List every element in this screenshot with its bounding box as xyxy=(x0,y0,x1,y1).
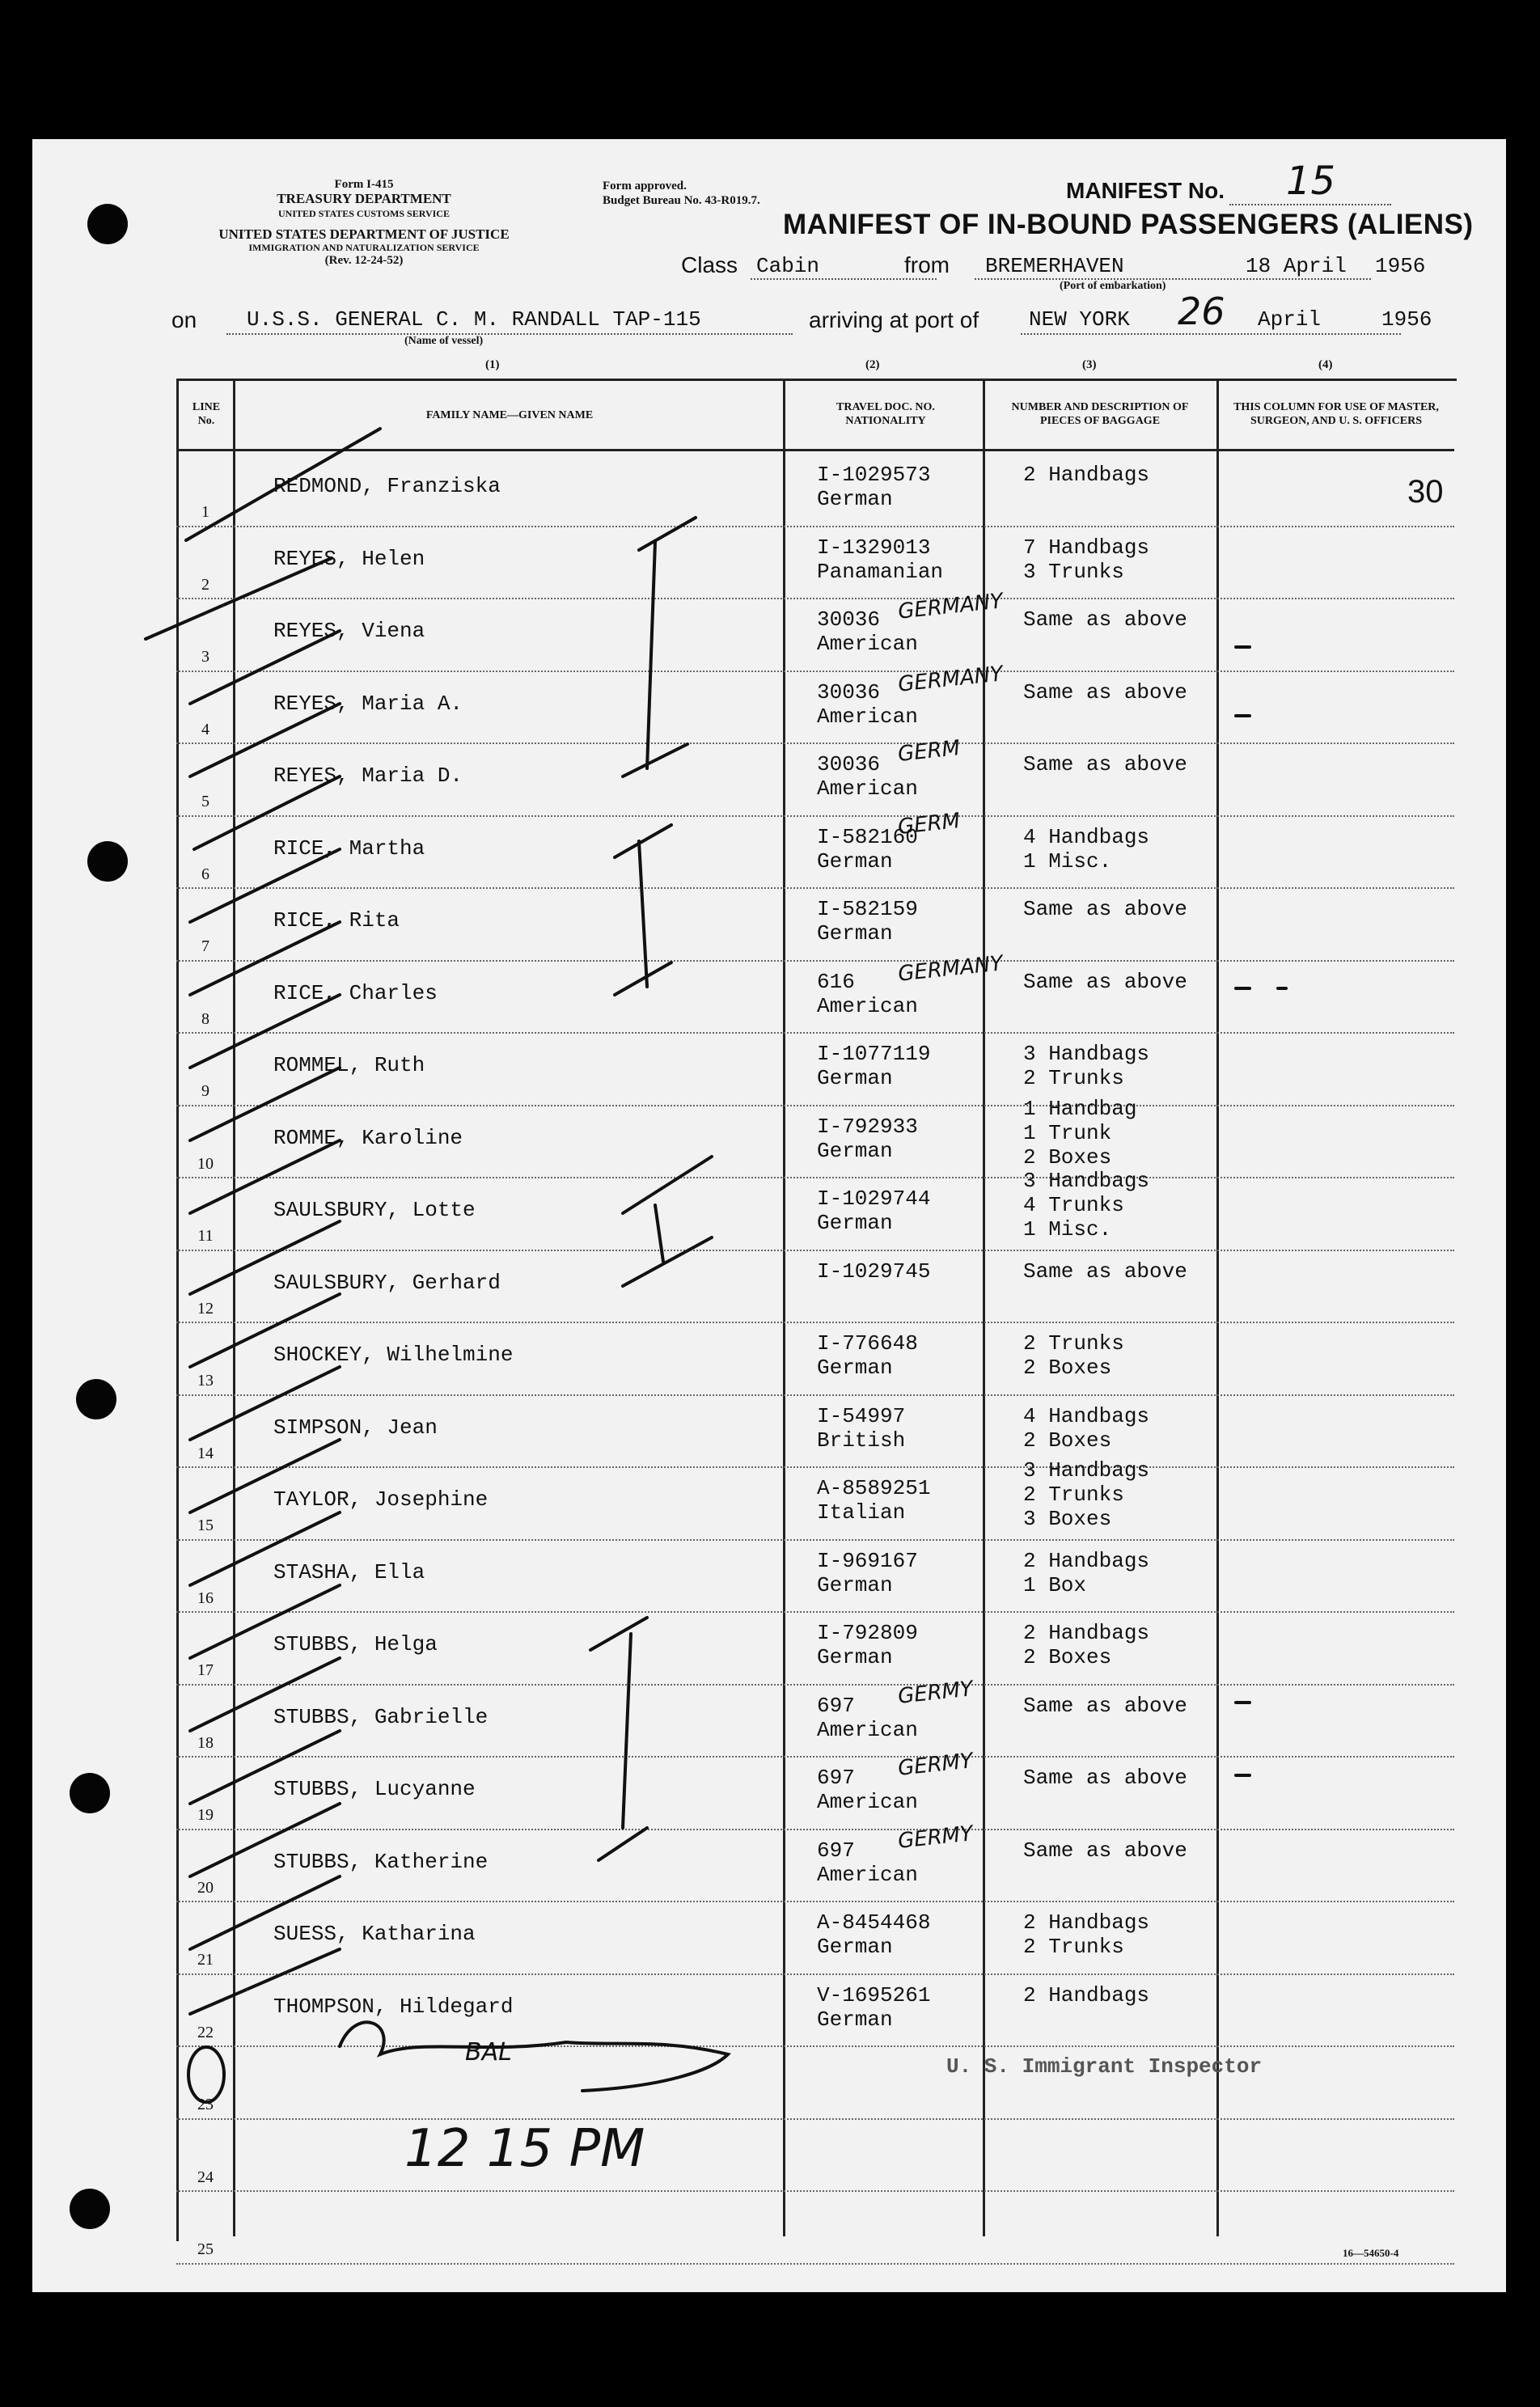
nationality: American xyxy=(817,1862,918,1887)
row-rule xyxy=(176,1611,1454,1613)
binder-hole xyxy=(70,2189,110,2229)
immigrant-inspector-stamp: U. S. Immigrant Inspector xyxy=(946,2054,1263,2079)
col-num-1: (1) xyxy=(485,358,500,371)
revision: (Rev. 12-24-52) xyxy=(324,254,404,267)
nationality: German xyxy=(817,1645,893,1669)
travel-doc-number: I-582160 xyxy=(817,824,918,849)
line-number: 13 xyxy=(197,1372,214,1390)
travel-doc-number: I-969167 xyxy=(817,1548,918,1573)
nationality: German xyxy=(817,487,893,511)
row-rule xyxy=(176,1539,1454,1541)
line-number: 16 xyxy=(197,1588,214,1607)
baggage-description: 2 Trunks 2 Boxes xyxy=(1023,1331,1124,1380)
line-number: 4 xyxy=(201,720,209,738)
manifest-number-handwritten: 15 xyxy=(1286,159,1336,204)
embark-note: (Port of embarkation) xyxy=(1060,280,1166,292)
row-rule xyxy=(176,1032,1454,1034)
travel-doc-number: I-582159 xyxy=(817,897,918,921)
nationality: American xyxy=(817,776,918,801)
passenger-name: TAYLOR, Josephine xyxy=(273,1487,489,1512)
passenger-name: SAULSBURY, Gerhard xyxy=(273,1270,501,1295)
passenger-name: STUBBS, Helga xyxy=(273,1632,438,1656)
col-header-name: FAMILY NAME—GIVEN NAME xyxy=(425,409,594,421)
row-rule xyxy=(176,2045,1454,2047)
travel-doc-number: I-54997 xyxy=(817,1403,906,1428)
baggage-description: 4 Handbags 1 Misc. xyxy=(1023,824,1150,874)
nationality: German xyxy=(817,1935,893,1959)
arrival-port: NEW YORK xyxy=(1029,307,1130,332)
passenger-name: STUBBS, Katherine xyxy=(273,1849,489,1874)
nationality-handwritten: GERM xyxy=(896,808,962,840)
arrival-day-handwritten: 26 xyxy=(1178,290,1225,333)
row-rule xyxy=(176,1466,1454,1468)
binder-hole xyxy=(87,204,128,244)
row-rule xyxy=(176,1973,1454,1975)
nationality: German xyxy=(817,1211,893,1235)
travel-doc-number: A-8589251 xyxy=(817,1476,931,1500)
row-rule xyxy=(176,742,1454,744)
row-rule xyxy=(176,960,1454,962)
passenger-name: ROMME, Karoline xyxy=(273,1125,463,1150)
baggage-description: Same as above xyxy=(1023,897,1187,921)
nationality: German xyxy=(817,1138,893,1163)
baggage-description: 2 Handbags xyxy=(1023,1982,1150,2007)
passenger-name: REYES, Maria D. xyxy=(273,764,463,788)
travel-doc-number: 616 xyxy=(817,969,855,994)
col-divider xyxy=(1216,380,1219,2236)
vessel-name: U.S.S. GENERAL C. M. RANDALL TAP-115 xyxy=(247,307,701,332)
nationality: German xyxy=(817,921,893,945)
baggage-description: 7 Handbags 3 Trunks xyxy=(1023,535,1150,584)
passenger-name: RICE, Charles xyxy=(273,980,438,1005)
line-number: 3 xyxy=(201,648,209,666)
table-frame xyxy=(176,379,1457,2241)
passenger-name: STUBBS, Lucyanne xyxy=(273,1777,476,1801)
line-number: 20 xyxy=(197,1878,214,1897)
travel-doc-number: 30036 xyxy=(817,607,881,632)
form-number: Form I-415 xyxy=(334,178,394,191)
row-rule xyxy=(176,670,1454,672)
passenger-name: ROMMEL, Ruth xyxy=(273,1053,425,1077)
nationality-handwritten: GERMY xyxy=(896,1676,975,1709)
passenger-name: THOMPSON, Hildegard xyxy=(273,1994,514,2019)
nationality: American xyxy=(817,1790,918,1814)
line-number: 19 xyxy=(197,1806,214,1824)
form-approved: Form approved. xyxy=(603,180,687,192)
col-header-officers: THIS COLUMN FOR USE OF MASTER, SURGEON, AND U. S. OFFICERS xyxy=(1233,401,1439,427)
row-rule xyxy=(176,598,1454,599)
baggage-description: Same as above xyxy=(1023,1766,1187,1790)
line-number: 21 xyxy=(197,1951,214,1969)
col-num-3: (3) xyxy=(1082,358,1097,371)
col-num-4: (4) xyxy=(1318,358,1333,371)
nationality-handwritten: GERM xyxy=(896,736,962,767)
nationality: British xyxy=(817,1428,906,1453)
travel-doc-number: I-1029573 xyxy=(817,463,931,487)
row-rule xyxy=(176,1177,1454,1178)
travel-doc-number: I-1329013 xyxy=(817,535,931,560)
col-divider xyxy=(783,380,785,2236)
travel-doc-number: I-792933 xyxy=(817,1114,918,1139)
col-num-2: (2) xyxy=(865,358,880,371)
nationality: Panamanian xyxy=(817,559,944,584)
line-number: 18 xyxy=(197,1733,214,1752)
travel-doc-number: 30036 xyxy=(817,679,881,704)
travel-doc-number: 697 xyxy=(817,1838,855,1863)
binder-hole xyxy=(70,1773,110,1813)
line-number: 23 xyxy=(197,2096,214,2113)
line-number: 9 xyxy=(201,1082,209,1100)
line-number: 22 xyxy=(197,2023,214,2041)
nationality: German xyxy=(817,1572,893,1597)
baggage-description: 4 Handbags 2 Boxes xyxy=(1023,1403,1150,1453)
manifest-title: MANIFEST OF IN-BOUND PASSENGERS (ALIENS) xyxy=(783,209,1474,240)
line-number: 12 xyxy=(197,1299,214,1318)
travel-doc-number: I-1029745 xyxy=(817,1258,931,1284)
ins-service: IMMIGRATION AND NATURALIZATION SERVICE xyxy=(248,242,480,253)
passenger-name: RICE, Martha xyxy=(273,835,425,861)
baggage-description: 3 Handbags 4 Trunks 1 Misc. xyxy=(1023,1169,1150,1242)
travel-doc-number: 697 xyxy=(817,1693,855,1718)
binder-hole xyxy=(87,841,128,882)
embarkation-date: 18 April xyxy=(1246,254,1347,278)
baggage-description: Same as above xyxy=(1023,679,1187,704)
nationality: German xyxy=(817,1066,893,1090)
nationality-handwritten: GERMY xyxy=(896,1821,975,1854)
row-rule xyxy=(176,1829,1454,1830)
line-number: 17 xyxy=(197,1661,214,1679)
col-header-line: LINE No. xyxy=(192,401,221,427)
class-label: Class xyxy=(681,252,738,277)
passenger-name: SIMPSON, Jean xyxy=(273,1415,438,1440)
row-rule xyxy=(176,887,1454,889)
row-rule xyxy=(176,815,1454,817)
nationality: American xyxy=(817,632,918,656)
on-label: on xyxy=(171,307,197,332)
line-number: 15 xyxy=(197,1517,214,1534)
nationality-handwritten: GERMANY xyxy=(896,589,1005,624)
baggage-description: 1 Handbag 1 Trunk 2 Boxes xyxy=(1023,1096,1137,1170)
nationality: American xyxy=(817,993,918,1018)
line-number: 14 xyxy=(197,1444,214,1462)
budget-bureau: Budget Bureau No. 43-R019.7. xyxy=(603,194,760,207)
baggage-description: Same as above xyxy=(1023,1258,1187,1284)
passenger-name: RICE, Rita xyxy=(273,908,400,933)
col-divider xyxy=(233,380,235,2236)
time-handwritten: 12 15 PM xyxy=(404,2119,645,2179)
row-rule xyxy=(176,2118,1454,2120)
nationality: German xyxy=(817,2007,893,2032)
binder-hole xyxy=(76,1379,116,1419)
baggage-description: 2 Handbags xyxy=(1023,463,1150,487)
row-rule xyxy=(176,2263,1454,2265)
header-bottom-rule xyxy=(176,449,1454,451)
line-number: 24 xyxy=(197,2168,214,2186)
line-number: 5 xyxy=(201,793,209,810)
baggage-description: Same as above xyxy=(1023,1838,1187,1863)
passenger-name: STUBBS, Gabrielle xyxy=(273,1704,489,1729)
passenger-name: SUESS, Katharina xyxy=(273,1922,476,1946)
footer-code: 16—54650-4 xyxy=(1343,2247,1399,2259)
vessel-note: (Name of vessel) xyxy=(404,335,484,347)
class-value: Cabin xyxy=(756,254,820,278)
baggage-description: 2 Handbags 2 Boxes xyxy=(1023,1621,1150,1669)
row-rule xyxy=(176,1756,1454,1758)
nationality-handwritten: GERMANY xyxy=(896,950,1005,987)
treasury-dept: TREASURY DEPARTMENT xyxy=(277,191,451,206)
travel-doc-number: I-792809 xyxy=(817,1621,918,1645)
col-divider xyxy=(983,380,985,2236)
justice-dept: UNITED STATES DEPARTMENT OF JUSTICE xyxy=(218,226,510,242)
passenger-name: SHOCKEY, Wilhelmine xyxy=(273,1343,514,1367)
passenger-name: REYES, Maria A. xyxy=(273,691,463,716)
nationality: Italian xyxy=(817,1500,906,1525)
passenger-name: REDMOND, Franziska xyxy=(273,474,501,498)
row-rule xyxy=(176,1901,1454,1902)
nationality: German xyxy=(817,1356,893,1380)
passenger-name: SAULSBURY, Lotte xyxy=(273,1198,476,1222)
embarkation-year: 1956 xyxy=(1375,254,1426,278)
row-rule xyxy=(176,526,1454,527)
col-header-baggage: NUMBER AND DESCRIPTION OF PIECES OF BAGGAGE xyxy=(1011,401,1189,427)
line-number: 1 xyxy=(201,503,209,521)
passenger-name: REYES, Viena xyxy=(273,619,425,643)
customs-service: UNITED STATES CUSTOMS SERVICE xyxy=(278,208,450,219)
nationality: American xyxy=(817,704,918,729)
row-rule xyxy=(176,1322,1454,1323)
passenger-name: STASHA, Ella xyxy=(273,1559,425,1584)
bal-handwritten: BAL xyxy=(465,2038,512,2066)
line-number: 8 xyxy=(201,1009,209,1028)
line-number: 11 xyxy=(197,1227,214,1245)
baggage-description: 2 Handbags 2 Trunks xyxy=(1023,1910,1150,1959)
port-of-embarkation: BREMERHAVEN xyxy=(985,254,1124,278)
line-number: 25 xyxy=(197,2240,214,2258)
passenger-name: REYES, Helen xyxy=(273,546,425,571)
travel-doc-number: I-776648 xyxy=(817,1331,918,1356)
travel-doc-number: 30036 xyxy=(817,752,881,776)
line-number: 6 xyxy=(201,865,209,883)
travel-doc-number: 697 xyxy=(817,1766,855,1790)
row-rule xyxy=(176,1684,1454,1686)
baggage-description: Same as above xyxy=(1023,752,1187,776)
nationality: American xyxy=(817,1717,918,1742)
line-number: 10 xyxy=(197,1154,214,1173)
travel-doc-number: I-1029744 xyxy=(817,1187,931,1211)
row-rule xyxy=(176,1394,1454,1396)
baggage-description: 2 Handbags 1 Box xyxy=(1023,1548,1150,1597)
travel-doc-number: A-8454468 xyxy=(817,1910,931,1935)
row-rule xyxy=(176,2190,1454,2192)
nationality-handwritten: GERMANY xyxy=(896,661,1005,697)
baggage-description: 3 Handbags 2 Trunks xyxy=(1023,1042,1150,1090)
arrival-month: April xyxy=(1258,307,1322,332)
nationality-handwritten: GERMY xyxy=(896,1749,975,1781)
baggage-description: 3 Handbags 2 Trunks 3 Boxes xyxy=(1023,1458,1150,1531)
arriving-label: arriving at port of xyxy=(809,307,979,332)
row-rule xyxy=(176,1105,1454,1106)
col-header-travel: TRAVEL DOC. NO. NATIONALITY xyxy=(836,401,935,427)
row-rule xyxy=(176,1250,1454,1251)
baggage-description: Same as above xyxy=(1023,607,1187,632)
passenger-count-30: 30 xyxy=(1407,474,1444,510)
nationality: German xyxy=(817,848,893,874)
manifest-no-label: MANIFEST No. xyxy=(1066,178,1225,203)
from-label: from xyxy=(904,252,950,277)
line-number: 7 xyxy=(201,937,209,955)
baggage-description: Same as above xyxy=(1023,969,1187,994)
baggage-description: Same as above xyxy=(1023,1693,1187,1718)
travel-doc-number: V-1695261 xyxy=(817,1982,931,2007)
arrival-year: 1956 xyxy=(1381,307,1432,332)
line-number: 2 xyxy=(201,575,209,594)
travel-doc-number: I-1077119 xyxy=(817,1042,931,1066)
